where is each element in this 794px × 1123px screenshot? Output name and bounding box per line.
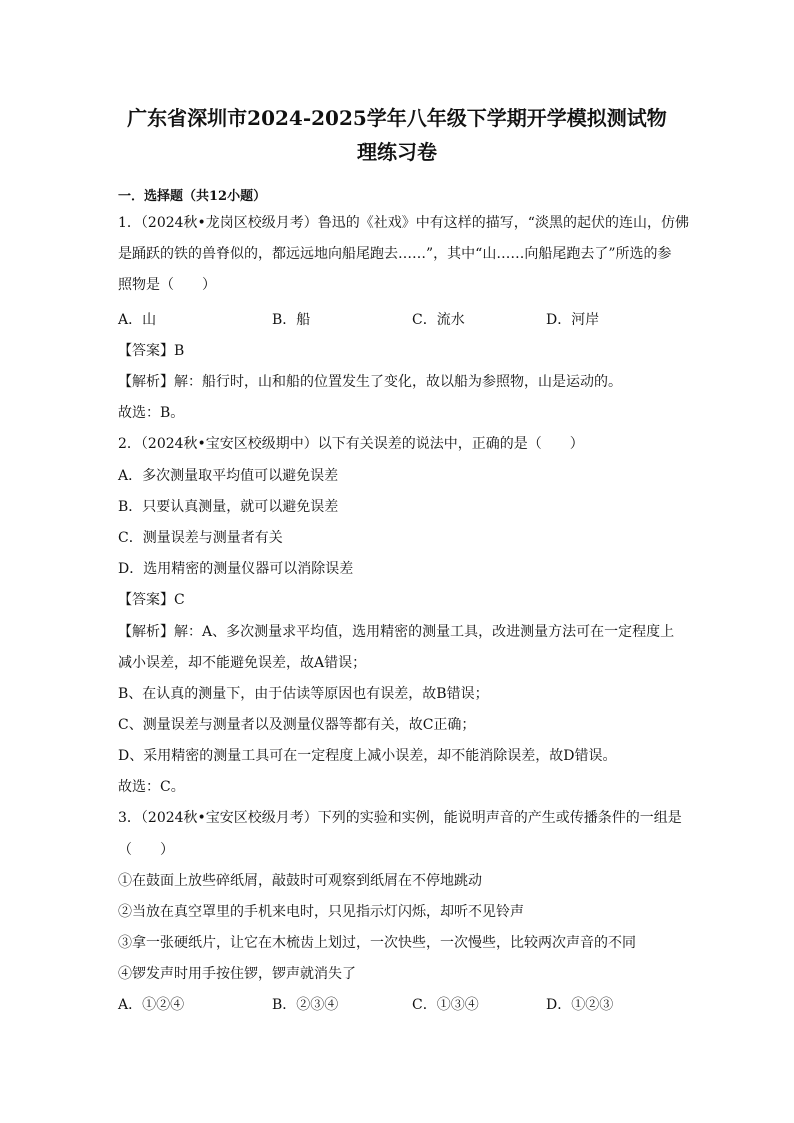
- q1-stem-line-2: 是踊跃的铁的兽脊似的，都远远地向船尾跑去……”，其中“山……向船尾跑去了”所选的参: [118, 246, 672, 262]
- q1-choice: 故选：B。: [118, 405, 185, 421]
- q2-analysis-line-3: B、在认真的测量下，由于估读等原因也有误差，故B错误；: [118, 686, 489, 702]
- q2-answer: 【答案】C: [118, 592, 185, 608]
- q2-analysis-line-2: 减小误差，却不能避免误差，故A错误；: [118, 655, 367, 671]
- q2-analysis-line-5: D、采用精密的测量工具可在一定程度上减小误差，却不能消除误差，故D错误。: [118, 748, 617, 764]
- q2-option-c: C．测量误差与测量者有关: [118, 530, 283, 546]
- q2-choice: 故选：C。: [118, 779, 185, 795]
- q3-option-a: A．①②④: [118, 997, 185, 1013]
- section-heading: 一．选择题（共12小题）: [118, 189, 267, 204]
- q2-option-a: A．多次测量取平均值可以避免误差: [118, 468, 339, 484]
- q2-option-b: B．只要认真测量，就可以避免误差: [118, 499, 339, 515]
- q3-item-1: ①在鼓面上放些碎纸屑，敲鼓时可观察到纸屑在不停地跳动: [118, 873, 482, 889]
- q3-item-3: ③拿一张硬纸片，让它在木梳齿上划过，一次快些，一次慢些，比较两次声音的不同: [118, 935, 636, 951]
- q3-option-c: C．①③④: [412, 997, 479, 1013]
- q1-stem-line-3: 照物是（ ）: [118, 277, 216, 293]
- q1-option-b: B．船: [272, 312, 311, 328]
- q2-option-d: D．选用精密的测量仪器可以消除误差: [118, 561, 354, 577]
- q3-item-4: ④锣发声时用手按住锣，锣声就消失了: [118, 966, 356, 982]
- q2-analysis-line-4: C、测量误差与测量者以及测量仪器等都有关，故C正确；: [118, 717, 476, 733]
- q3-option-d: D．①②③: [546, 997, 614, 1013]
- q1-option-a: A．山: [118, 312, 157, 328]
- document-title: [80, 101, 714, 169]
- q1-analysis: 【解析】解：船行时，山和船的位置发生了变化，故以船为参照物，山是运动的。: [118, 374, 622, 390]
- title-line-1: 广东省深圳市2024-2025学年八年级下学期开学模拟测试物: [127, 106, 667, 130]
- q1-answer: 【答案】B: [118, 343, 185, 359]
- q3-stem-line-1: 3．（2024秋•宝安区校级月考）下列的实验和实例，能说明声音的产生或传播条件的一组是: [118, 810, 682, 826]
- title-line-2: 理练习卷: [357, 140, 437, 164]
- q3-item-2: ②当放在真空罩里的手机来电时，只见指示灯闪烁，却听不见铃声: [118, 904, 524, 920]
- q1-option-d: D．河岸: [546, 312, 600, 328]
- q1-stem-line-1: 1．（2024秋•龙岗区校级月考）鲁迅的《社戏》中有这样的描写，“淡黑的起伏的连山，仿佛: [118, 215, 689, 231]
- q3-stem-line-2: （ ）: [118, 842, 174, 858]
- q3-option-b: B．②③④: [272, 997, 339, 1013]
- q1-option-c: C．流水: [412, 312, 465, 328]
- q2-stem: 2．（2024秋•宝安区校级期中）以下有关误差的说法中，正确的是（ ）: [118, 436, 584, 452]
- q2-analysis-line-1: 【解析】解：A、多次测量求平均值，选用精密的测量工具，改进测量方法可在一定程度上: [118, 624, 675, 640]
